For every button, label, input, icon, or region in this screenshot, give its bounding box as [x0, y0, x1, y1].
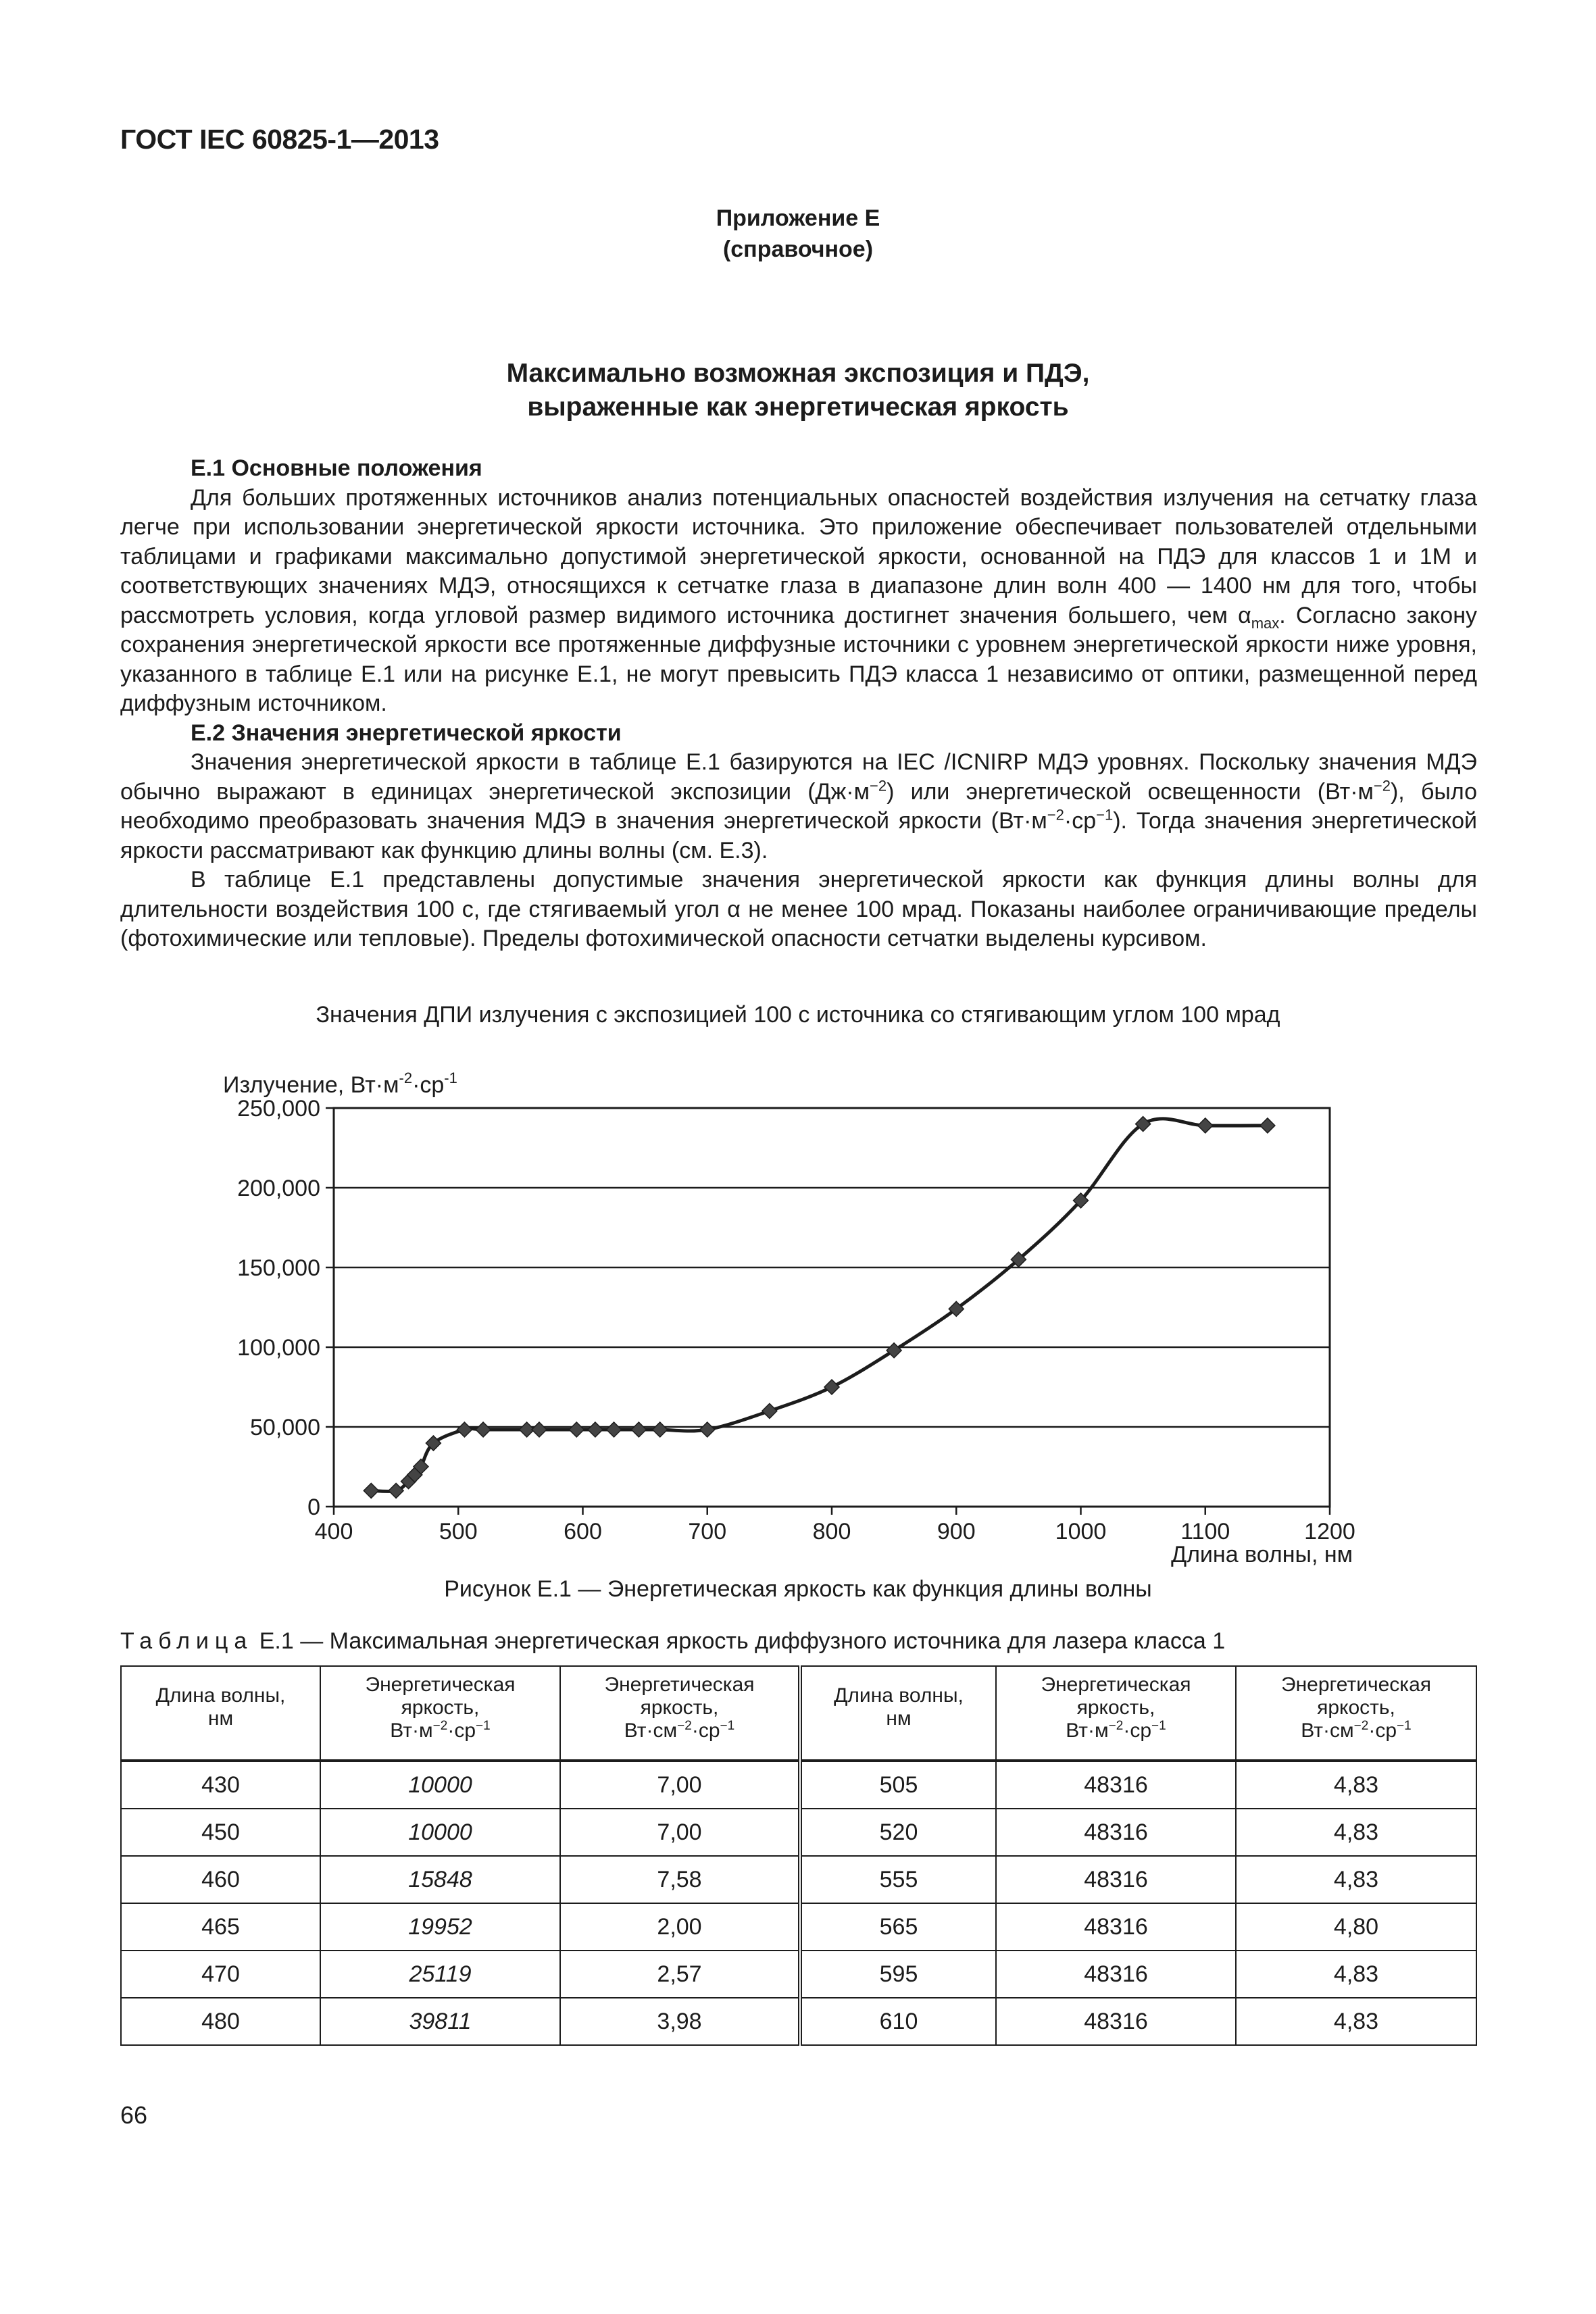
x-tick-label: 1100 — [1180, 1519, 1230, 1544]
header-radiance-cm: Энергетическая яркость, $Вт\cdot см^{-2}\cdot ср^{-1}$ — [560, 1666, 800, 1761]
series-line — [371, 1119, 1268, 1492]
data-point-marker — [1198, 1118, 1213, 1133]
cell-radiance-m: 10000 — [320, 1761, 560, 1809]
cell-radiance-cm: 7,00 — [560, 1761, 800, 1809]
data-point-marker — [700, 1422, 715, 1437]
cell-radiance-cm: 4,83 — [1236, 1761, 1476, 1809]
cell-wavelength: 565 — [800, 1903, 996, 1951]
paragraph-e2-1-text-d: ·ср — [1064, 808, 1097, 834]
body-text — [120, 454, 1477, 954]
data-point-marker — [389, 1483, 403, 1498]
data-point-marker — [532, 1422, 547, 1437]
y-tick-label: 0 — [307, 1494, 320, 1520]
header-wavelength-2: Длина волны, нм — [800, 1666, 996, 1761]
cell-radiance-cm: 7,58 — [560, 1856, 800, 1903]
cell-radiance-cm: 7,00 — [560, 1809, 800, 1856]
cell-radiance-m: 19952 — [320, 1903, 560, 1951]
cell-radiance-m: 25119 — [320, 1951, 560, 1998]
cell-radiance-m: 48316 — [996, 1998, 1236, 2045]
y-tick-label: 200,000 — [237, 1176, 320, 1201]
header-radiance-cm-2: Энергетическая яркость, $Вт\cdot см^{-2}\cdot ср^{-1}$ — [1236, 1666, 1476, 1761]
cell-wavelength: 470 — [121, 1951, 320, 1998]
annex-label: Приложение Е — [716, 205, 880, 231]
cell-radiance-m: 39811 — [320, 1998, 560, 2045]
x-tick-labels — [315, 1519, 1355, 1544]
superscript: −1 — [1096, 806, 1114, 824]
cell-wavelength: 450 — [121, 1809, 320, 1856]
chart-title: Значения ДПИ излучения с экспозицией 100 с источника со стягивающим углом 100 мрад — [316, 1002, 1280, 1028]
paragraph-e2-1 — [120, 748, 1477, 865]
superscript: −2 — [1373, 777, 1391, 795]
x-tick-label: 800 — [812, 1519, 851, 1544]
cell-radiance-cm: 3,98 — [560, 1998, 800, 2045]
y-tick-label: 100,000 — [237, 1335, 320, 1361]
cell-radiance-m: 15848 — [320, 1856, 560, 1903]
table-caption-word: Таблица — [120, 1628, 253, 1654]
radiance-chart — [0, 1040, 1596, 1581]
radiance-table — [120, 1665, 1477, 2046]
cell-radiance-cm: 4,83 — [1236, 1998, 1476, 2045]
data-point-marker — [631, 1422, 646, 1437]
cell-radiance-cm: 2,00 — [560, 1903, 800, 1951]
y-tick-label: 50,000 — [250, 1415, 320, 1440]
figure-caption: Рисунок Е.1 — Энергетическая яркость как функция длины волны — [444, 1576, 1152, 1602]
cell-wavelength: 505 — [800, 1761, 996, 1809]
data-point-marker — [364, 1483, 378, 1498]
paragraph-e1-text-a: Для больших протяженных источников анализ потенциальных опасностей воздействия излучения на сетчатку глаза легче при использовании энергетической яркости источника. Это приложение обеспечивает пользователей отдельными таблицами и графиками максимально допустимой энергетической яркости, основанной на ПДЭ для классов 1 и 1М и соответствующих значениях МДЭ, относящихся к сетчатке глаза в диапазоне длин волн 400 — 1400 нм для того, чтобы рассмотреть условия, когда угловой размер видимого источника достигнет значения большего, чем — [120, 484, 1477, 628]
data-point-marker — [569, 1422, 584, 1437]
cell-wavelength: 430 — [121, 1761, 320, 1809]
alpha-subscript: max — [1251, 614, 1280, 632]
data-point-marker — [762, 1403, 777, 1418]
cell-radiance-cm: 4,83 — [1236, 1856, 1476, 1903]
cell-radiance-m: 48316 — [996, 1761, 1236, 1809]
data-point-marker — [588, 1422, 603, 1437]
data-point-marker — [653, 1422, 668, 1437]
x-tick-label: 1000 — [1055, 1519, 1107, 1544]
cell-radiance-m: 10000 — [320, 1809, 560, 1856]
grid-lines — [326, 1108, 1330, 1515]
y-tick-label: 250,000 — [237, 1096, 320, 1122]
table-row — [121, 1761, 1476, 1809]
paragraph-e2-1-text-c: ), было необходимо преобразовать значения МДЭ в значения энергетической яркости (Вт·м — [120, 778, 1477, 834]
annex-title-line1: Максимально возможная экспозиция и ПДЭ, — [506, 359, 1090, 388]
page-number: 66 — [120, 2101, 148, 2129]
cell-wavelength: 610 — [800, 1998, 996, 2045]
cell-radiance-cm: 4,80 — [1236, 1903, 1476, 1951]
paragraph-e1 — [120, 484, 1477, 719]
cell-wavelength: 465 — [121, 1903, 320, 1951]
table-caption-text: Е.1 — Максимальная энергетическая яркость диффузного источника для лазера класса 1 — [253, 1628, 1226, 1654]
paragraph-e2-1-text-a: Значения энергетической яркости в таблице Е.1 базируются на IEC /ICNIRP МДЭ уровнях. Поскольку значения МДЭ обычно выражают в единицах энергетической экспозиции (Дж·м — [120, 749, 1477, 805]
cell-wavelength: 555 — [800, 1856, 996, 1903]
x-tick-label: 700 — [688, 1519, 727, 1544]
paragraph-e2-2: В таблице Е.1 представлены допустимые значения энергетической яркости как функция длины волны для длительности воздействия 100 с, где стягиваемый угол α не менее 100 мрад. Показаны наиболее ограничивающие пределы (фотохимические или тепловые). Пределы фотохимической опасности сетчатки выделены курсивом. — [120, 867, 1477, 951]
cell-radiance-m: 48316 — [996, 1809, 1236, 1856]
x-axis-label: Длина волны, нм — [1171, 1542, 1353, 1567]
paragraph-e1-text-b: . Согласно закону сохранения энергетической яркости все протяженные диффузные источники с уровнем энергетической яркости ниже уровня, указанного в таблице Е.1 или на рисунке Е.1, не могут превысить ПДЭ класса 1 независимо от оптики, размещенной перед диффузным источником. — [120, 602, 1477, 716]
data-point-marker — [824, 1380, 839, 1394]
plot-frame — [334, 1108, 1330, 1507]
cell-radiance-m: 48316 — [996, 1903, 1236, 1951]
data-point-marker — [476, 1422, 491, 1437]
section-heading-e2: Е.2 Значения энергетической яркости — [191, 720, 622, 746]
cell-wavelength: 460 — [121, 1856, 320, 1903]
x-tick-label: 400 — [314, 1519, 353, 1544]
annex-title-line2: выраженные как энергетическая яркость — [527, 393, 1069, 422]
table-row — [121, 1903, 1476, 1951]
cell-radiance-cm: 4,83 — [1236, 1951, 1476, 1998]
table-row — [121, 1809, 1476, 1856]
standard-header: ГОСТ IEC 60825-1—2013 — [120, 124, 439, 155]
paragraph-e2-1-text-b: ) или энергетической освещенности (Вт·м — [887, 778, 1374, 805]
x-tick-label: 1200 — [1304, 1519, 1355, 1544]
data-point-marker — [1260, 1118, 1275, 1133]
header-radiance-m: Энергетическая яркость, $Вт\cdot м^{-2}\cdot ср^{-1}$ — [320, 1666, 560, 1761]
cell-radiance-m: 48316 — [996, 1951, 1236, 1998]
table-row — [121, 1998, 1476, 2045]
y-tick-labels — [237, 1096, 320, 1520]
section-heading-e1: Е.1 Основные положения — [191, 455, 482, 481]
cell-wavelength: 520 — [800, 1809, 996, 1856]
data-point-marker — [607, 1422, 622, 1437]
cell-radiance-m: 48316 — [996, 1856, 1236, 1903]
x-tick-label: 600 — [564, 1519, 602, 1544]
cell-wavelength: 595 — [800, 1951, 996, 1998]
series-markers — [364, 1117, 1275, 1499]
table-row — [121, 1951, 1476, 1998]
table-header-row — [121, 1666, 1476, 1761]
superscript: −2 — [1047, 806, 1064, 824]
superscript: −2 — [869, 777, 887, 795]
cell-wavelength: 480 — [121, 1998, 320, 2045]
y-tick-label: 150,000 — [237, 1255, 320, 1281]
x-tick-label: 500 — [439, 1519, 478, 1544]
cell-radiance-cm: 2,57 — [560, 1951, 800, 1998]
data-point-marker — [457, 1422, 472, 1437]
cell-radiance-cm: 4,83 — [1236, 1809, 1476, 1856]
annex-type: (справочное) — [722, 236, 874, 262]
header-radiance-m-2: Энергетическая яркость, $Вт\cdot м^{-2}\cdot ср^{-1}$ — [996, 1666, 1236, 1761]
x-tick-label: 900 — [937, 1519, 976, 1544]
alpha-symbol: α — [1238, 602, 1251, 628]
paragraph-e2-1-text-e: ). Тогда значения энергетической яркости рассматривают как функцию длины волны (см. Е.3). — [120, 808, 1478, 863]
table-row — [121, 1856, 1476, 1903]
header-wavelength: Длина волны, нм — [121, 1666, 320, 1761]
y-axis-label: Излучение, $Вт\cdot м^{-2}\cdot ср^{-1}$ — [223, 1070, 457, 1098]
table-caption — [120, 1628, 1225, 1655]
